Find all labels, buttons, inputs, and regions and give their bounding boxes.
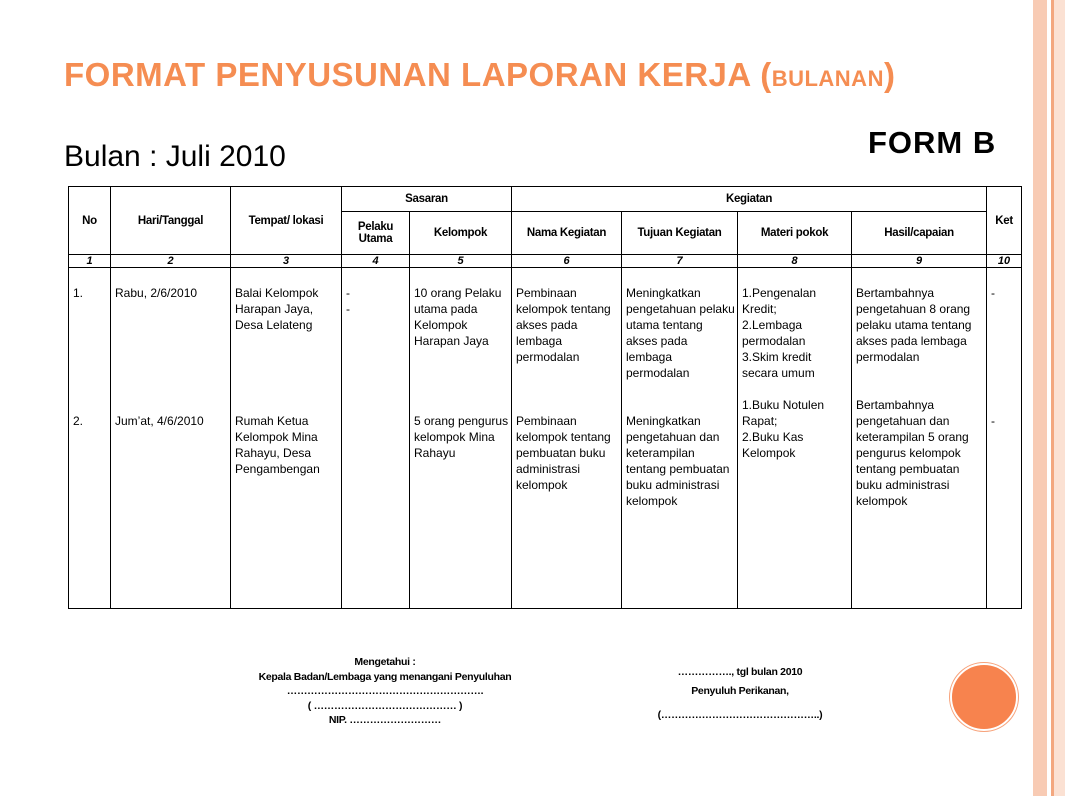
- row-1-no: 1.: [73, 286, 84, 300]
- footer-date-line: ……………., tgl bulan 2010: [677, 666, 803, 678]
- header-activity-goal: Tujuan Kegiatan: [622, 212, 738, 255]
- footer-name-placeholder: ( …………………………………… ): [307, 699, 463, 712]
- column-number: 9: [852, 255, 987, 268]
- row-2-activity-name: Pembinaan kelompok tentang pembuatan buku administrasi kelompok: [516, 414, 611, 492]
- column-number: 8: [738, 255, 852, 268]
- month-label: Bulan : Juli 2010: [64, 140, 286, 173]
- header-activity-group: Kegiatan: [512, 187, 987, 212]
- header-target-group: Sasaran: [342, 187, 512, 212]
- column-number: 4: [342, 255, 410, 268]
- footer-signature-line: ………………………………………………….: [286, 685, 484, 697]
- decorative-stripe: [1033, 0, 1047, 796]
- header-date: Hari/Tanggal: [111, 187, 231, 255]
- row-1-main-actor: - -: [346, 286, 350, 316]
- row-1-date: Rabu, 2/6/2010: [115, 286, 198, 300]
- header-main-material: Materi pokok: [738, 212, 852, 255]
- title-small: BULANAN: [771, 66, 884, 91]
- row-1-result: Bertambahnya pengetahuan 8 orang pelaku utama tentang akses pada lembaga permodalan: [856, 286, 972, 364]
- row-2-activity-goal: Meningkatkan pengetahuan dan keterampilan tentang pembuatan buku administrasi kelompok: [626, 414, 730, 508]
- row-2-location: Rumah Ketua Kelompok Mina Rahayu, Desa Pengambengan: [235, 414, 320, 476]
- row-2-result: Bertambahnya pengetahuan dan keterampilan 5 orang pengurus kelompok tentang pembuatan buku administrasi kelompok: [856, 398, 969, 508]
- row-1-note: -: [991, 286, 996, 300]
- column-number: 5: [410, 255, 512, 268]
- header-main-actor: Pelaku Utama: [342, 212, 410, 255]
- header-location: Tempat/ lokasi: [231, 187, 342, 255]
- column-number: 10: [987, 255, 1022, 268]
- footer-signature-placeholder: (………………………………………..): [657, 709, 823, 721]
- column-number: 1: [69, 255, 111, 268]
- table-body-row: [69, 268, 1022, 609]
- footer-position: Kepala Badan/Lembaga yang menangani Penyuluhan: [258, 670, 512, 683]
- row-1-activity-name: Pembinaan kelompok tentang akses pada lembaga permodalan: [516, 286, 611, 364]
- title-close: ): [883, 56, 896, 93]
- header-result: Hasil/capaian: [852, 212, 987, 255]
- row-2-note: -: [991, 414, 996, 428]
- decorative-stripe: [1054, 0, 1065, 796]
- form-code: FORM B: [868, 125, 997, 160]
- header-note: Ket: [987, 187, 1022, 255]
- footer-role: Penyuluh Perikanan,: [691, 684, 789, 697]
- row-2-date: Jum’at, 4/6/2010: [115, 414, 204, 428]
- header-activity-name: Nama Kegiatan: [512, 212, 622, 255]
- row-2-no: 2.: [73, 414, 84, 428]
- decorative-circle: [950, 663, 1018, 731]
- report-table: [68, 186, 1022, 609]
- row-2-group: 5 orang pengurus kelompok Mina Rahayu: [414, 414, 509, 460]
- row-1-main-material: 1.Pengenalan Kredit; 2.Lembaga permodalan 3.Skim kredit secara umum: [742, 286, 817, 380]
- column-number: 7: [622, 255, 738, 268]
- column-number: 6: [512, 255, 622, 268]
- row-1-activity-goal: Meningkatkan pengetahuan pelaku utama tentang akses pada lembaga permodalan: [626, 286, 735, 380]
- footer-acknowledged-label: Mengetahui :: [354, 656, 416, 668]
- footer-extension-officer: [640, 665, 840, 727]
- row-1-group: 10 orang Pelaku utama pada Kelompok Harapan Jaya: [414, 286, 502, 348]
- header-no: No: [69, 187, 111, 255]
- page-title: [64, 56, 895, 94]
- column-number: 2: [111, 255, 231, 268]
- row-1-location: Balai Kelompok Harapan Jaya, Desa Lelateng: [235, 286, 319, 332]
- row-2-main-material: 1.Buku Notulen Rapat; 2.Buku Kas Kelompok: [742, 398, 825, 460]
- footer-acknowledgement: [220, 655, 550, 728]
- column-number: 3: [231, 255, 342, 268]
- footer-nip: NIP. ………………………: [328, 714, 442, 726]
- title-main: FORMAT PENYUSUNAN LAPORAN KERJA (: [64, 56, 772, 93]
- header-group: Kelompok: [410, 212, 512, 255]
